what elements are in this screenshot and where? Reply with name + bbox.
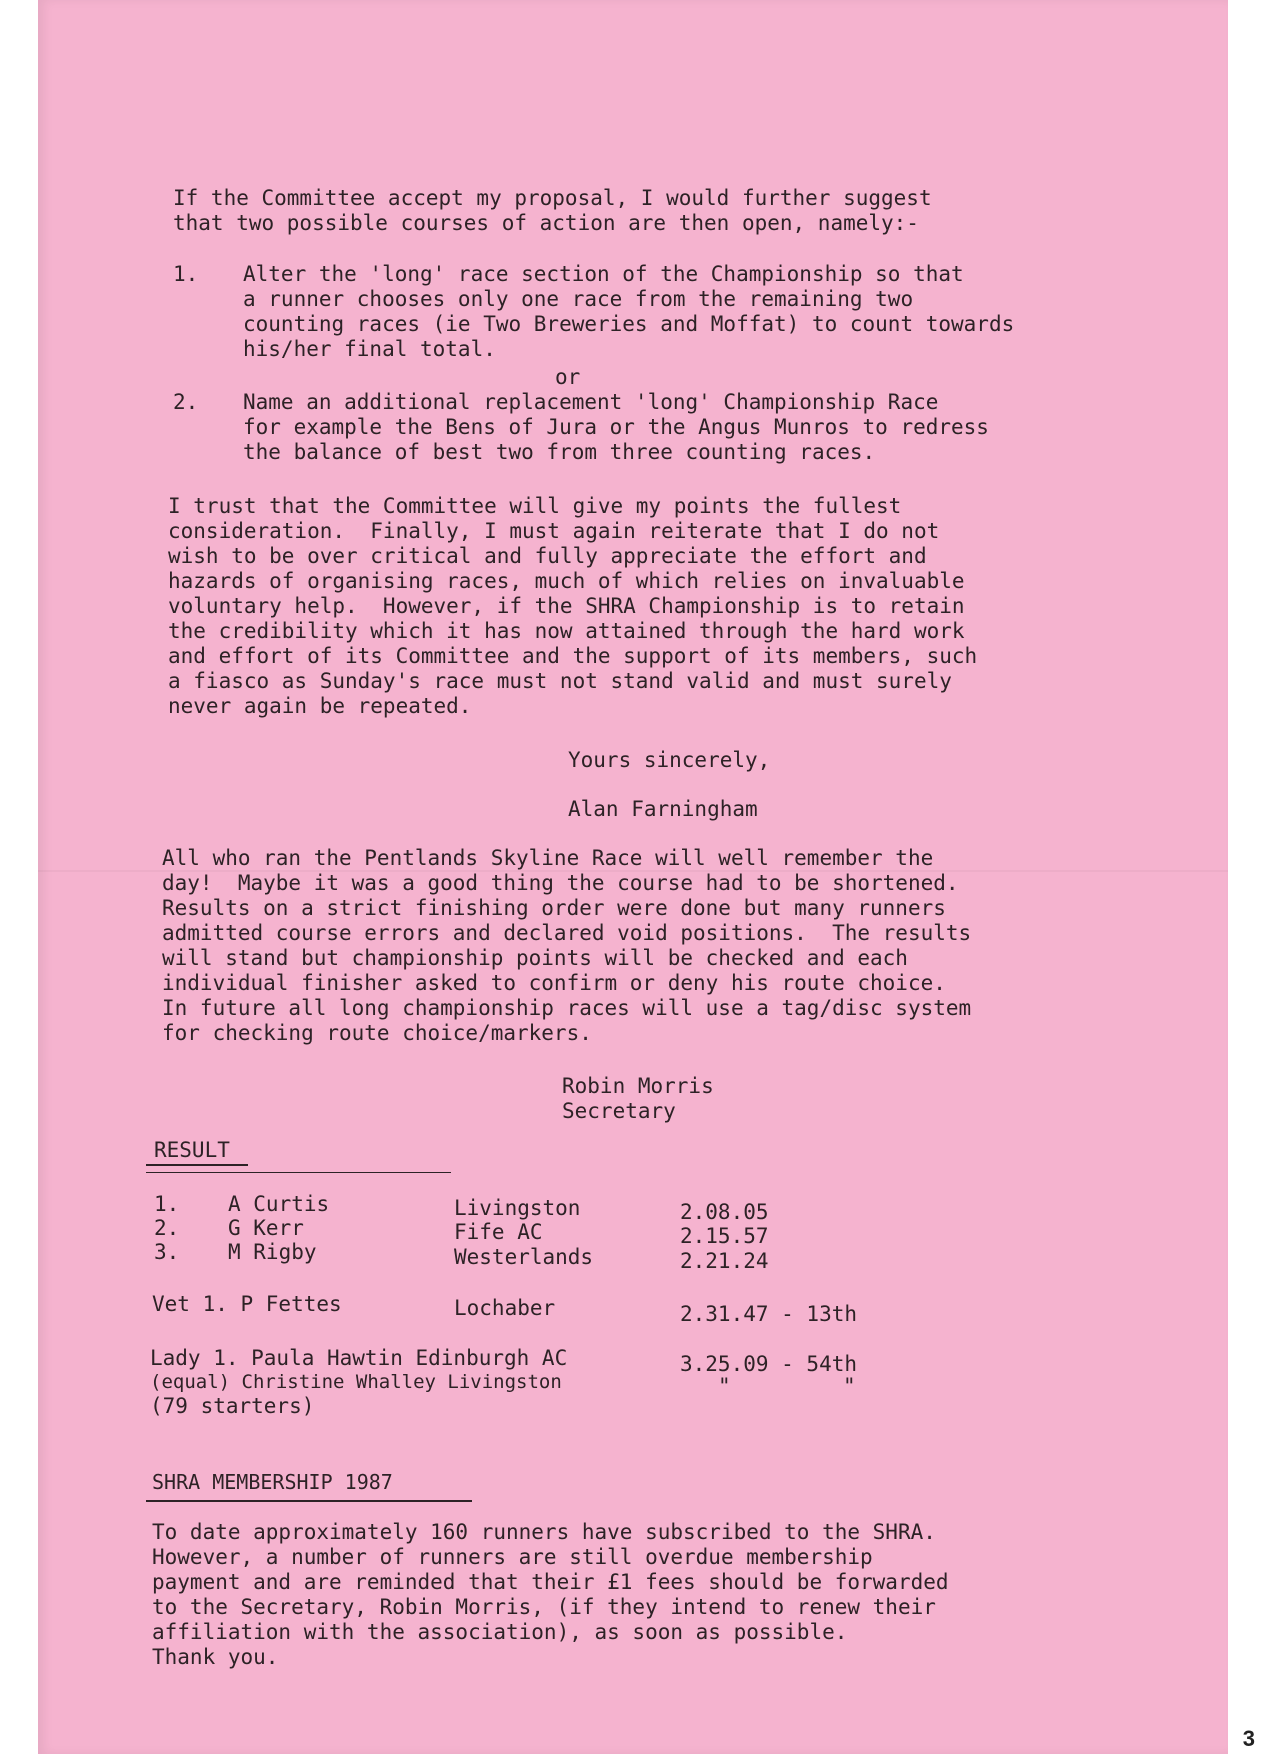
- result-heading: RESULT: [154, 1138, 230, 1162]
- closing-line: voluntary help. However, if the SHRA Championship is to retain: [168, 594, 965, 618]
- note-line: for checking route choice/markers.: [162, 1021, 592, 1045]
- closing-line: consideration. Finally, I must again reiterate that I do not: [168, 519, 940, 543]
- option-number: 2.: [173, 390, 199, 414]
- result-position: 3.: [154, 1240, 180, 1264]
- result-time: 2.08.05: [680, 1200, 769, 1224]
- lady-equal-result: (equal) Christine Whalley Livingston: [150, 1371, 562, 1393]
- signature: Alan Farningham: [568, 797, 758, 821]
- result-heading-underline: [146, 1164, 248, 1166]
- closing-line: I trust that the Committee will give my points the fullest: [168, 494, 902, 518]
- result-position: 2.: [154, 1216, 180, 1240]
- result-position: 1.: [154, 1192, 180, 1216]
- option-line: his/her final total.: [243, 337, 496, 361]
- closing-line: hazards of organising races, much of which relies on invaluable: [168, 569, 965, 593]
- or-separator: or: [555, 365, 581, 389]
- note-line: will stand but championship points will be checked and each: [162, 946, 908, 970]
- vet-club: Lochaber: [454, 1296, 556, 1320]
- membership-line: However, a number of runners are still overdue membership: [152, 1545, 873, 1569]
- result-club: Fife AC: [454, 1220, 543, 1244]
- secretary-name: Robin Morris: [562, 1074, 714, 1098]
- membership-line: payment and are reminded that their £1 fees should be forwarded: [152, 1570, 949, 1594]
- vet-time: 2.31.47 - 13th: [680, 1302, 858, 1326]
- intro-line: that two possible courses of action are then open, namely:-: [173, 211, 919, 235]
- ditto-mark: ": [718, 1374, 731, 1398]
- ditto-mark: ": [843, 1374, 856, 1398]
- result-runner: G Kerr: [228, 1216, 304, 1240]
- page-number: 3: [1242, 1726, 1255, 1751]
- result-time: 2.15.57: [680, 1224, 769, 1248]
- note-line: admitted course errors and declared void positions. The results: [162, 921, 972, 945]
- result-time: 2.21.24: [680, 1249, 769, 1273]
- result-club: Westerlands: [454, 1245, 594, 1269]
- closing-line: and effort of its Committee and the support of its members, such: [168, 644, 978, 668]
- closing-line: a fiasco as Sunday's race must not stand valid and must surely: [168, 669, 952, 693]
- result-runner: A Curtis: [228, 1192, 330, 1216]
- signoff: Yours sincerely,: [568, 748, 771, 772]
- starters-count: (79 starters): [150, 1394, 315, 1418]
- option-line: for example the Bens of Jura or the Angus Munros to redress: [243, 415, 989, 439]
- option-line: Name an additional replacement 'long' Championship Race: [243, 390, 939, 414]
- note-line: individual finisher asked to confirm or deny his route choice.: [162, 971, 946, 995]
- vet-result: Vet 1. P Fettes: [152, 1292, 342, 1316]
- membership-heading: SHRA MEMBERSHIP 1987: [152, 1470, 393, 1494]
- note-line: Results on a strict finishing order were done but many runners: [162, 896, 946, 920]
- result-runner: M Rigby: [228, 1240, 317, 1264]
- note-line: In future all long championship races will use a tag/disc system: [162, 996, 972, 1020]
- membership-heading-underline: [146, 1500, 472, 1502]
- membership-line: To date approximately 160 runners have subscribed to the SHRA.: [152, 1520, 936, 1544]
- closing-line: the credibility which it has now attained through the hard work: [168, 619, 965, 643]
- note-line: All who ran the Pentlands Skyline Race will well remember the: [162, 846, 934, 870]
- membership-line: affiliation with the association), as soon as possible.: [152, 1620, 848, 1644]
- lady-result: Lady 1. Paula Hawtin Edinburgh AC: [150, 1346, 568, 1370]
- note-line: day! Maybe it was a good thing the course had to be shortened.: [162, 871, 959, 895]
- closing-line: never again be repeated.: [168, 694, 472, 718]
- option-line: a runner chooses only one race from the remaining two: [243, 287, 914, 311]
- option-line: Alter the 'long' race section of the Championship so that: [243, 262, 964, 286]
- lady-time: 3.25.09 - 54th: [680, 1352, 858, 1376]
- membership-line: Thank you.: [152, 1645, 279, 1669]
- option-line: counting races (ie Two Breweries and Moffat) to count towards: [243, 312, 1015, 336]
- result-club: Livingston: [454, 1196, 581, 1220]
- intro-line: If the Committee accept my proposal, I would further suggest: [173, 186, 932, 210]
- result-rule: [146, 1172, 451, 1173]
- option-number: 1.: [173, 262, 199, 286]
- closing-line: wish to be over critical and fully appreciate the effort and: [168, 544, 927, 568]
- secretary-title: Secretary: [562, 1099, 676, 1123]
- membership-line: to the Secretary, Robin Morris, (if they intend to renew their: [152, 1595, 936, 1619]
- option-line: the balance of best two from three counting races.: [243, 440, 876, 464]
